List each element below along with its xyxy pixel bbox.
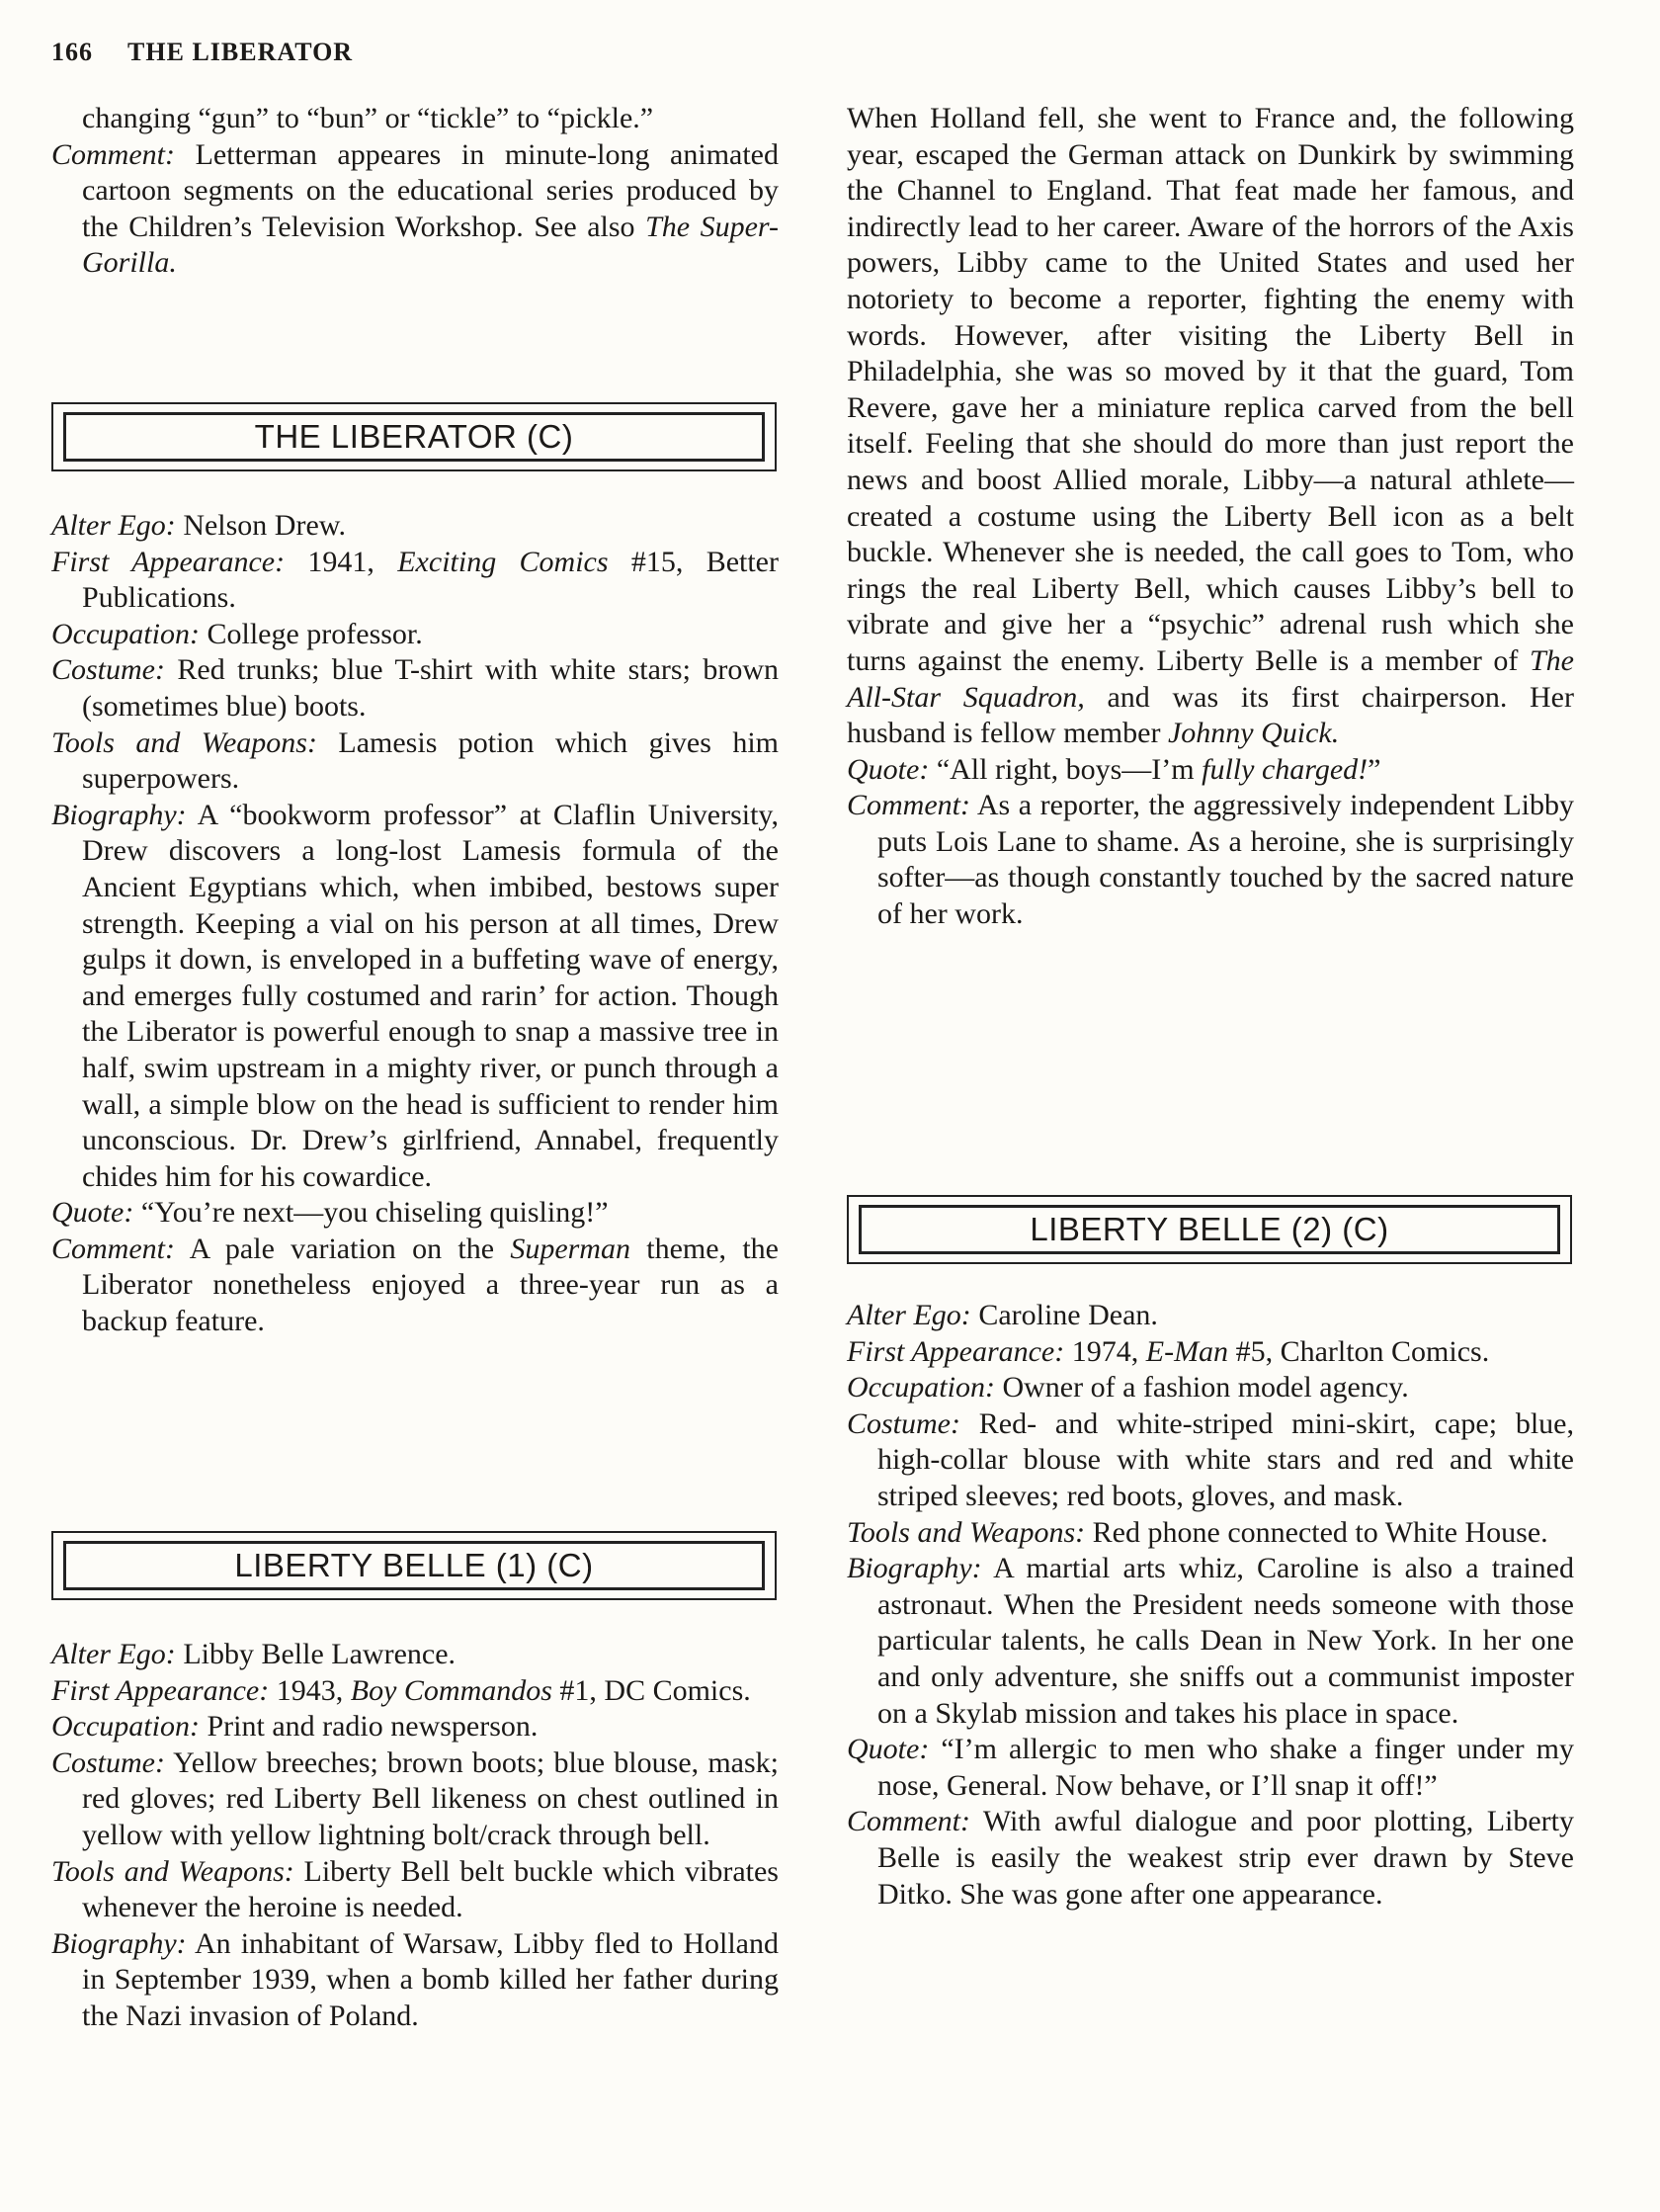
italic-title: fully charged! [1202,752,1369,786]
entry-field: Comment: Letterman appeares in minute-long animated cartoon segments on the educational series produced by the Children’s Television Workshop. See also The Super-Gorilla. [51,137,779,280]
page-number: 166 [51,38,93,66]
entry-field: Biography: A martial arts whiz, Caroline is also a trained astronaut. When the President needs someone with those particular talents, he calls Dean in New York. In her one and only adventure, she sniffs out a communist imposter on a Skylab mission and takes his place in space. [847,1552,1574,1730]
field-label: First Appearance: [51,545,286,578]
field-label: Tools and Weapons: [51,725,317,759]
entry-field: First Appearance: 1941, Exciting Comics #15, Better Publications. [51,545,779,615]
italic-title: Exciting Comics [397,545,609,578]
entry-field: Biography: An inhabitant of Warsaw, Libby fled to Holland in September 1939, when a bomb killed her father during the Nazi invasion of Poland. [51,1926,779,2032]
entry-field: Costume: Yellow breeches; brown boots; blue blouse, mask; red gloves; red Liberty Bell likeness on chest outlined in yellow with yellow lightning bolt/crack through bell. [51,1745,779,1851]
field-label: Tools and Weapons: [847,1515,1086,1549]
entry-liberty-belle-1 [51,1637,779,2035]
field-label: Biography: [847,1552,982,1585]
italic-title: Boy Commandos [350,1673,552,1707]
entry-field: Quote: “You’re next—you chiseling quisling!” [51,1196,609,1230]
entry-heading-box [51,402,777,471]
italic-title: Superman [510,1232,630,1265]
field-label: Costume: [51,1745,165,1779]
entry-liberty-belle-2 [847,1298,1574,1913]
entry-field: Costume: Red- and white-striped mini-skirt, cape; blue, high-collar blouse with white stars and red and white striped sleeves; red boots, gloves, and mask. [847,1406,1574,1512]
entry-field: Alter Ego: Caroline Dean. [847,1299,1158,1331]
running-header [51,38,353,67]
left-continuation [51,101,779,282]
entry-heading-box [51,1531,777,1600]
entry-field: Quote: “I’m allergic to men who shake a finger under my nose, General. Now behave, or I’ll snap it off!” [847,1733,1574,1802]
entry-field: Occupation: Owner of a fashion model agency. [847,1371,1409,1404]
field-label: First Appearance: [51,1673,270,1707]
entry-field: Tools and Weapons: Lamesis potion which gives him superpowers. [51,725,779,796]
right-continuation [847,101,1574,933]
field-label: Quote: [51,1196,134,1230]
field-label: Occupation: [51,1710,200,1744]
field-label: Biography: [51,1926,187,1960]
field-label: Comment: [51,137,175,171]
entry-field: Tools and Weapons: Liberty Bell belt buckle which vibrates whenever the heroine is needed. [51,1854,779,1924]
entry-field: Tools and Weapons: Red phone connected to White House. [847,1515,1548,1549]
entry-heading: THE LIBERATOR (C) [63,412,765,462]
entry-field: Occupation: Print and radio newsperson. [51,1710,539,1744]
entry-field: Biography: A “bookworm professor” at Claflin University, Drew discovers a long-lost Lamesis formula of the Ancient Egyptians which, when imbibed, bestows super strength. Keeping a vial on his person at all times, Drew gulps it down, is enveloped in a buffeting wave of energy, and emerges fully costumed and rarin’ for action. Though the Liberator is powerful enough to snap a massive tree in half, swim upstream in a mighty river, or punch through a wall, a simple blow on the head is sufficient to render him unconscious. Dr. Drew’s girlfriend, Annabel, frequently chides him for his cowardice. [51,798,779,1193]
italic-title: Johnny Quick. [1167,717,1340,750]
field-label: Costume: [51,653,165,687]
entry-field: Comment: A pale variation on the Superman theme, the Liberator nonetheless enjoyed a three-year run as a backup feature. [51,1232,779,1338]
italic-title: The Super-Gorilla. [82,210,779,280]
entry-heading-box [847,1195,1572,1264]
field-label: Alter Ego: [51,1638,176,1670]
entry-heading: LIBERTY BELLE (1) (C) [63,1541,765,1590]
entry-field: Comment: As a reporter, the aggressively independent Libby puts Lois Lane to shame. As a heroine, she is surprisingly softer—as though constantly touched by the sacred nature of her work. [847,789,1574,931]
entry-field: Occupation: College professor. [51,617,423,650]
field-label: Comment: [847,1805,970,1838]
entry-field: Alter Ego: Nelson Drew. [51,509,346,542]
field-label: Quote: [847,752,930,786]
entry-field: Costume: Red trunks; blue T-shirt with white stars; brown (sometimes blue) boots. [51,653,779,723]
entry-heading: LIBERTY BELLE (2) (C) [859,1205,1560,1254]
entry-field: Quote: “All right, boys—I’m fully charged!” [847,752,1381,786]
italic-title: E-Man [1145,1334,1229,1368]
italic-title: The All-Star Squadron, [847,643,1574,714]
field-label: Costume: [847,1406,960,1440]
field-label: Tools and Weapons: [51,1854,294,1888]
field-label: Occupation: [847,1371,995,1404]
entry-field: First Appearance: 1974, E-Man #5, Charlton Comics. [847,1334,1490,1368]
entry-field: Comment: With awful dialogue and poor plotting, Liberty Belle is easily the weakest strip ever drawn by Steve Ditko. She was gone after one appearance. [847,1805,1574,1911]
continuation-text: When Holland fell, she went to France and, the following year, escaped the German attack on Dunkirk by swimming the Channel to England. That feat made her famous, and indirectly lead to her career. Aware of the horrors of the Axis powers, Libby came to the United States and used her notoriety to become a reporter, fighting the enemy with words. However, after visiting the Liberty Bell in Philadelphia, she was so moved by it that the guard, Tom Revere, gave her a miniature replica carved from the bell itself. Feeling that she should do more than just report the news and boost Allied morale, Libby—a natural athlete—created a costume using the Liberty Bell icon as a belt buckle. Whenever she is needed, the call goes to Tom, who rings the real Liberty Bell, which causes Libby’s bell to vibrate and give her a “psychic” adrenal rush which she turns against the enemy. Liberty Belle is a member of The All-Star Squadron, and was its first chairperson. Her husband is fellow member Johnny Quick. [847,102,1574,750]
field-label: Biography: [51,798,187,831]
entry-field: First Appearance: 1943, Boy Commandos #1, DC Comics. [51,1673,751,1707]
entry-liberator [51,508,779,1340]
field-label: Comment: [847,789,970,822]
running-title: THE LIBERATOR [127,38,354,66]
continuation-text: changing “gun” to “bun” or “tickle” to “pickle.” [82,102,654,134]
field-label: First Appearance: [847,1334,1065,1368]
field-label: Alter Ego: [51,509,176,542]
field-label: Comment: [51,1232,175,1265]
entry-field: Alter Ego: Libby Belle Lawrence. [51,1638,456,1670]
field-label: Quote: [847,1733,930,1766]
field-label: Occupation: [51,617,200,650]
field-label: Alter Ego: [847,1299,971,1331]
